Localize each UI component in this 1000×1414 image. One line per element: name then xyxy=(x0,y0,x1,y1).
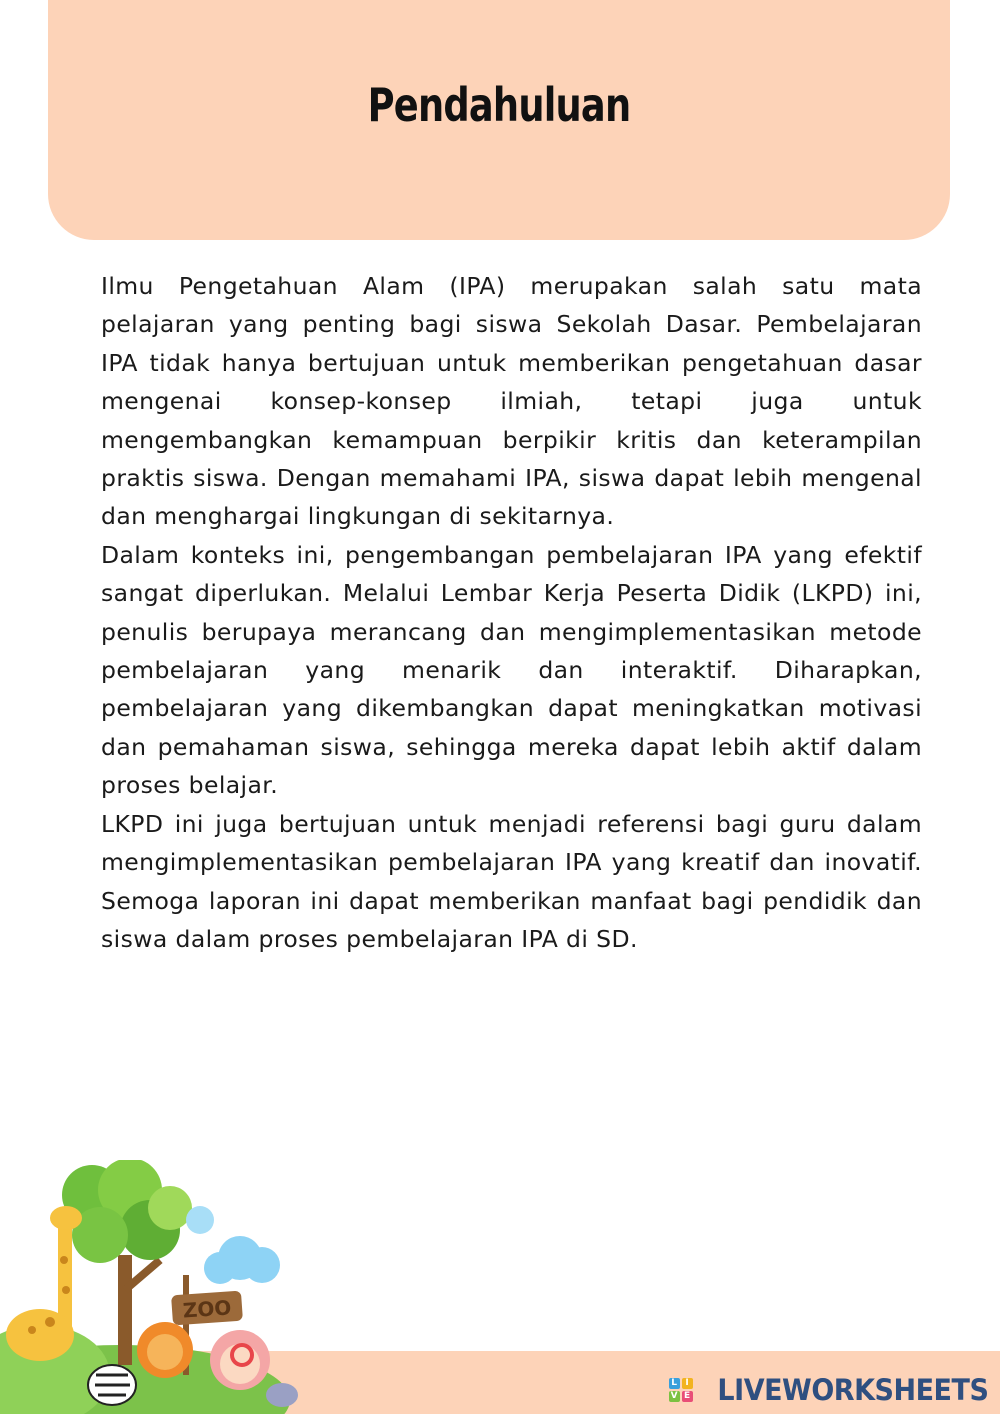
body-text xyxy=(101,267,922,958)
brand-letter: V xyxy=(669,1391,680,1402)
brand-grid xyxy=(669,1378,693,1402)
page-title: Pendahuluan xyxy=(367,78,631,132)
paragraph-3: LKPD ini juga bertujuan untuk menjadi referensi bagi guru dalam mengimplementasikan pembelajaran IPA yang kreatif dan inovatif. Semoga laporan ini dapat memberikan manfaat bagi pendidik dan siswa dalam proses pembelajaran IPA di SD. xyxy=(101,809,922,953)
paragraph-1: Ilmu Pengetahuan Alam (IPA) merupakan salah satu mata pelajaran yang penting bagi siswa Sekolah Dasar. Pembelajaran IPA tidak hanya bertujuan untuk memberikan pengetahuan dasar mengenai konsep-konsep ilmiah, tetapi juga untuk mengembangkan kemampuan berpikir kritis dan keterampilan praktis siswa. Dengan memahami IPA, siswa dapat lebih mengenal dan menghargai lingkungan di sekitarnya. xyxy=(101,272,922,531)
header-banner xyxy=(48,0,950,240)
brand-letter: E xyxy=(682,1391,693,1402)
paragraph-2: Dalam konteks ini, pengembangan pembelajaran IPA yang efektif sangat diperlukan. Melalui Lembar Kerja Peserta Didik (LKPD) ini, penulis berupaya merancang dan mengimplementasikan metode pembelajaran yang menarik dan interaktif. Diharapkan, pembelajaran yang dikembangkan dapat meningkatkan motivasi dan pemahaman siswa, sehingga mereka dapat lebih aktif dalam proses belajar. xyxy=(101,540,922,800)
zoo-sign-text: ZOO xyxy=(182,1295,233,1323)
brand-letter: I xyxy=(682,1378,693,1389)
brand-text: LIVEWORKSHEETS xyxy=(716,1373,988,1407)
brand-letter: L xyxy=(669,1378,680,1389)
zoo-illustration-icon xyxy=(0,1160,305,1414)
liveworksheets-logo-icon[interactable] xyxy=(669,1372,988,1408)
